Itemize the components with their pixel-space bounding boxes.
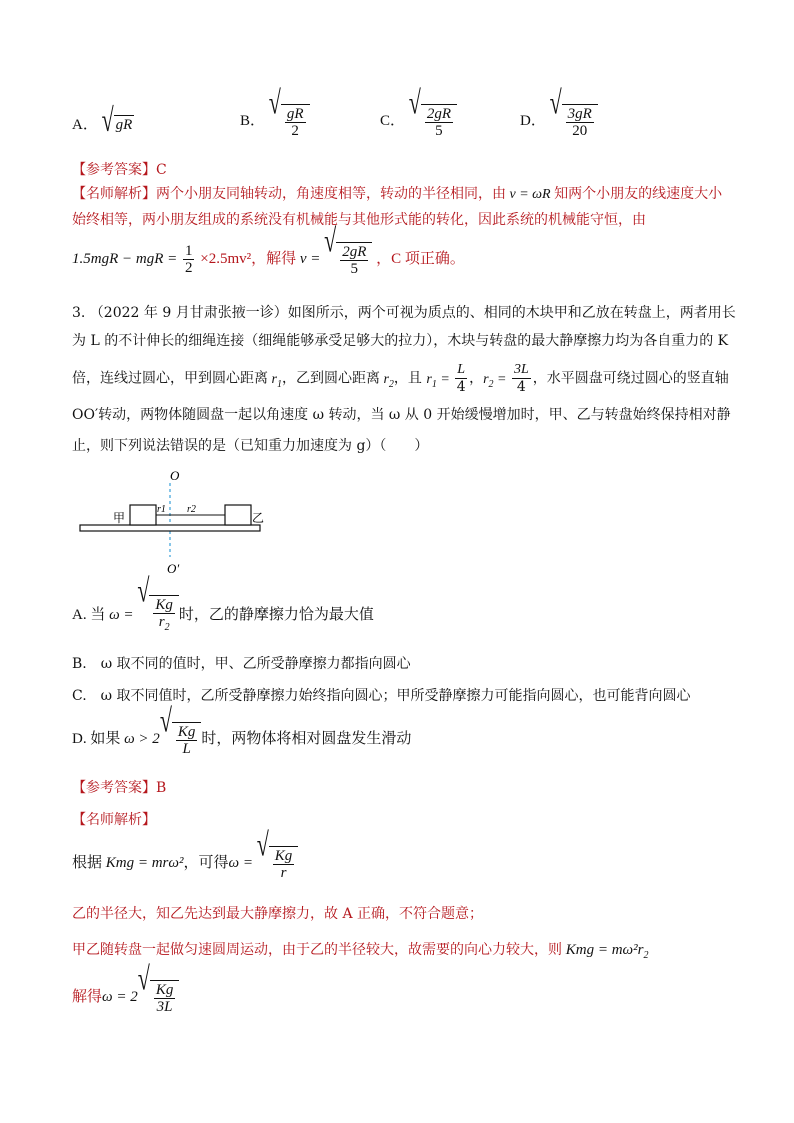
- analysis-1-text-a: 两个小朋友同轴转动，角速度相等，转动的半径相同，由: [156, 186, 506, 202]
- option-d-label: D．: [520, 112, 546, 129]
- q3-line-4: OO′转动，两物体随圆盘一起以角速度 ω 转动，当 ω 从 0 开始缓慢增加时，甲、乙与转盘始终保持相对静: [72, 407, 731, 423]
- answer-2-tag: 【参考答案】: [72, 780, 156, 796]
- answer-1: [72, 160, 167, 180]
- analysis-2-p3: 甲乙随转盘一起做匀速圆周运动，由于乙的半径较大，故需要的向心力较大，则 Kmg = $m\omega^2r_2$: [72, 942, 649, 961]
- turntable-figure: [75, 465, 275, 580]
- analysis-1-text-b: 知两个小朋友的线速度大小: [554, 186, 723, 202]
- label-yi: 乙: [252, 511, 265, 525]
- option-c: C． √ $\frac{2gR}{5}$: [380, 104, 457, 139]
- equation-right: ×2.5mv²，解得: [200, 250, 297, 267]
- analysis-1-line-1: 【名师解析】两个小朋友同轴转动，角速度相等，转动的半径相同，由 v = ωR 知两个小朋友的线速度大小: [72, 186, 723, 202]
- label-jia: 甲: [113, 511, 126, 525]
- equation-frac-den: 2: [184, 260, 193, 276]
- answer-1-value: C: [156, 162, 167, 178]
- option-a-label: A．: [72, 117, 98, 133]
- option-c-label: C．: [380, 112, 406, 129]
- equation-tail: ，C 项正确。: [376, 250, 465, 267]
- q3-line-3-a: 倍，连线过圆心，甲到圆心距离: [72, 370, 268, 387]
- option-c-den: 5: [435, 123, 443, 139]
- option-b: B． √ $\frac{gR}{2}$: [240, 104, 310, 139]
- q3-line-2: 为 L 的不计伸长的细绳连接（细绳能够承受足够大的拉力），木块与转盘的最大静摩擦力均为各自重力的 K: [72, 333, 729, 349]
- equation-frac-num: 1: [184, 243, 193, 259]
- equation-left: 1.5mgR − mgR =: [72, 250, 178, 267]
- answer-2-value: B: [156, 780, 167, 796]
- analysis-2-p1: 根据 Kmg = mrω²，可得ω = √ $\frac{Kg}{r}$: [72, 846, 298, 881]
- q3-line-3-c: ，且: [393, 370, 422, 387]
- q3-option-c: C. ω 取不同值时，乙所受静摩擦力始终指向圆心；甲所受静摩擦力可能指向圆心，也可能背向圆心: [72, 688, 691, 704]
- analysis-1-tag: 【名师解析】: [72, 186, 156, 202]
- label-o: O: [170, 468, 180, 483]
- q3-option-d-pre: D. 如果: [72, 730, 121, 747]
- q3-option-a-pre: A. 当: [72, 606, 106, 623]
- analysis-1-line-2: 始终相等，两小朋友组成的系统没有机械能与其他形式能的转化，因此系统的机械能守恒，由: [72, 212, 646, 228]
- analysis-1-equation: 1.5mgR − mgR = $\frac{1}{2}$ ×2.5mv²，解得 v = √ $\frac{2gR}{5}$ ，C 项正确。: [72, 221, 465, 277]
- label-o-prime: O′: [167, 561, 180, 576]
- label-r2: r2: [187, 504, 196, 515]
- q3-option-b: B. ω 取不同的值时，甲、乙所受静摩擦力都指向圆心: [72, 656, 411, 672]
- option-d: D． √ $\frac{3gR}{20}$: [520, 104, 598, 139]
- option-b-den: 2: [291, 123, 299, 139]
- block-jia: [130, 505, 156, 525]
- option-b-num: gR: [286, 106, 304, 122]
- q3-line-3-b: ，乙到圆心距离: [281, 370, 380, 387]
- analysis-2-p1-mid: ，可得: [183, 854, 229, 871]
- answer-2: [72, 778, 166, 798]
- q3-option-d: D. 如果 ω > 2 √ $\frac{Kg}{L}$ 时，两物体将相对圆盘发生滑动: [72, 701, 412, 757]
- option-c-num: 2gR: [426, 106, 452, 122]
- q3-option-a: A. 当 ω = √ $\frac{Kg}{r_2}$ 时，乙的静摩擦力恰为最大值: [72, 595, 374, 636]
- q3-line-1: 3. （2022 年 9 月甘肃张掖一诊）如图所示，两个可视为质点的、相同的木块甲和乙放在转盘上，两者用长: [72, 305, 736, 321]
- option-a: [72, 100, 134, 139]
- q3-option-a-post: 时，乙的静摩擦力恰为最大值: [178, 606, 374, 623]
- analysis-2-p1-pre: 根据: [72, 854, 103, 871]
- analysis-2-p4-text: 解得: [72, 988, 103, 1005]
- analysis-2-p3-text: 甲乙随转盘一起做匀速圆周运动，由于乙的半径较大，故需要的向心力较大，则: [72, 942, 562, 958]
- q3-line-3: 倍，连线过圆心，甲到圆心距离 $r_1$，乙到圆心距离 $r_2$，且 $r_1$ = $\frac{L}{4}$ ，$r_2$ = $\frac{3L}{4}$ ，水平圆盘可绕过圆心的竖直轴: [72, 362, 729, 395]
- option-d-den: 20: [572, 123, 588, 139]
- q3-line-5: 止，则下列说法错误的是（已知重力加速度为 g）（ ）: [72, 438, 429, 454]
- option-a-expr: gR: [114, 115, 135, 137]
- option-a-sqrt: √ gR: [101, 100, 133, 139]
- turntable-disk: [80, 525, 260, 531]
- q3-option-d-post: 时，两物体将相对圆盘发生滑动: [201, 730, 412, 747]
- answer-1-tag: 【参考答案】: [72, 162, 156, 178]
- option-d-num: 3gR: [567, 106, 592, 122]
- block-yi: [225, 505, 251, 525]
- analysis-2-p4: 解得ω = 2 √ $\frac{Kg}{3L}$: [72, 980, 179, 1015]
- q3-line-3-d: ，水平圆盘可绕过圆心的竖直轴: [532, 370, 729, 387]
- analysis-2-p2: 乙的半径大，知乙先达到最大静摩擦力，故 A 正确，不符合题意；: [72, 906, 484, 922]
- label-r1: r1: [157, 504, 166, 515]
- option-b-label: B．: [240, 112, 266, 129]
- equation-v: v =: [299, 250, 321, 267]
- analysis-2-tag: 【名师解析】: [72, 812, 156, 828]
